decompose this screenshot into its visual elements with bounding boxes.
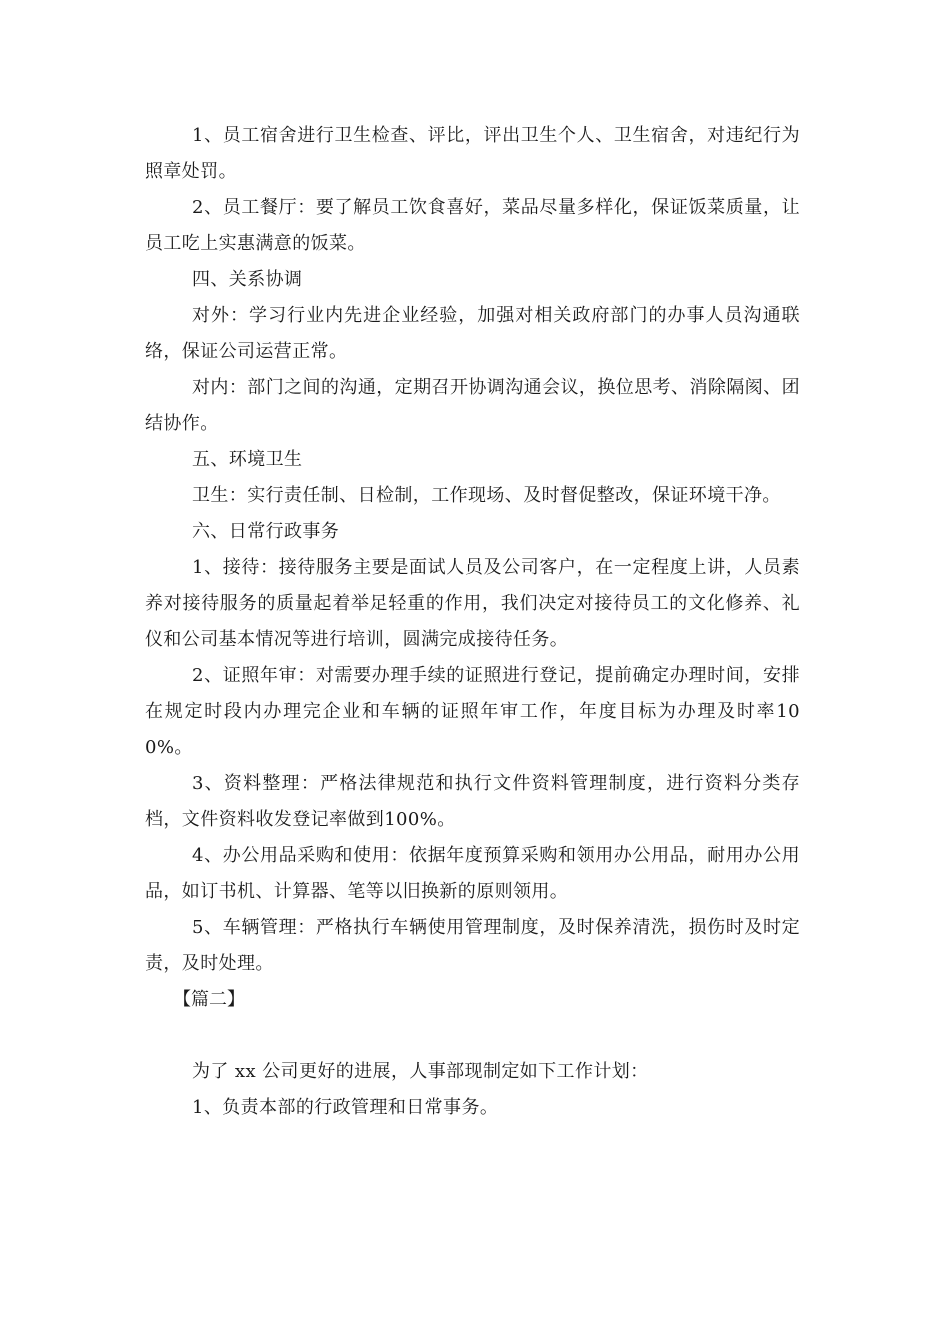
part-heading: 【篇二】 (173, 989, 245, 1010)
section-heading: 六、日常行政事务 (192, 521, 340, 542)
paragraph: 1、负责本部的行政管理和日常事务。 (192, 1097, 499, 1118)
paragraph: 对外：学习行业内先进企业经验，加强对相关政府部门的办事人员沟通联络，保证公司运营正常。 (145, 305, 800, 362)
paragraph: 卫生：实行责任制、日检制，工作现场、及时督促整改，保证环境干净。 (192, 485, 781, 506)
section-heading: 五、环境卫生 (192, 449, 303, 470)
paragraph: 1、接待：接待服务主要是面试人员及公司客户，在一定程度上讲，人员素养对接待服务的质量起着举足轻重的作用，我们决定对接待员工的文化修养、礼仪和公司基本情况等进行培训，圆满完成接待任务。 (145, 557, 800, 650)
paragraph: 为了 xx 公司更好的进展，人事部现制定如下工作计划： (192, 1061, 649, 1082)
paragraph: 3、资料整理：严格法律规范和执行文件资料管理制度，进行资料分类存档，文件资料收发登记率做到100%。 (145, 773, 800, 830)
paragraph: 5、车辆管理：严格执行车辆使用管理制度，及时保养清洗，损伤时及时定责，及时处理。 (145, 917, 800, 974)
blank-line (145, 1018, 800, 1054)
section-heading: 四、关系协调 (192, 269, 303, 290)
paragraph: 对内：部门之间的沟通，定期召开协调沟通会议，换位思考、消除隔阂、团结协作。 (145, 377, 800, 434)
paragraph: 2、证照年审：对需要办理手续的证照进行登记，提前确定办理时间，安排在规定时段内办理完企业和车辆的证照年审工作，年度目标为办理及时率100%。 (145, 665, 800, 758)
document-body (145, 118, 800, 1126)
paragraph: 2、员工餐厅：要了解员工饮食喜好，菜品尽量多样化，保证饭菜质量，让员工吃上实惠满意的饭菜。 (145, 197, 800, 254)
paragraph: 4、办公用品采购和使用：依据年度预算采购和领用办公用品，耐用办公用品，如订书机、计算器、笔等以旧换新的原则领用。 (145, 845, 800, 902)
paragraph: 1、员工宿舍进行卫生检查、评比，评出卫生个人、卫生宿舍，对违纪行为照章处罚。 (145, 125, 800, 182)
